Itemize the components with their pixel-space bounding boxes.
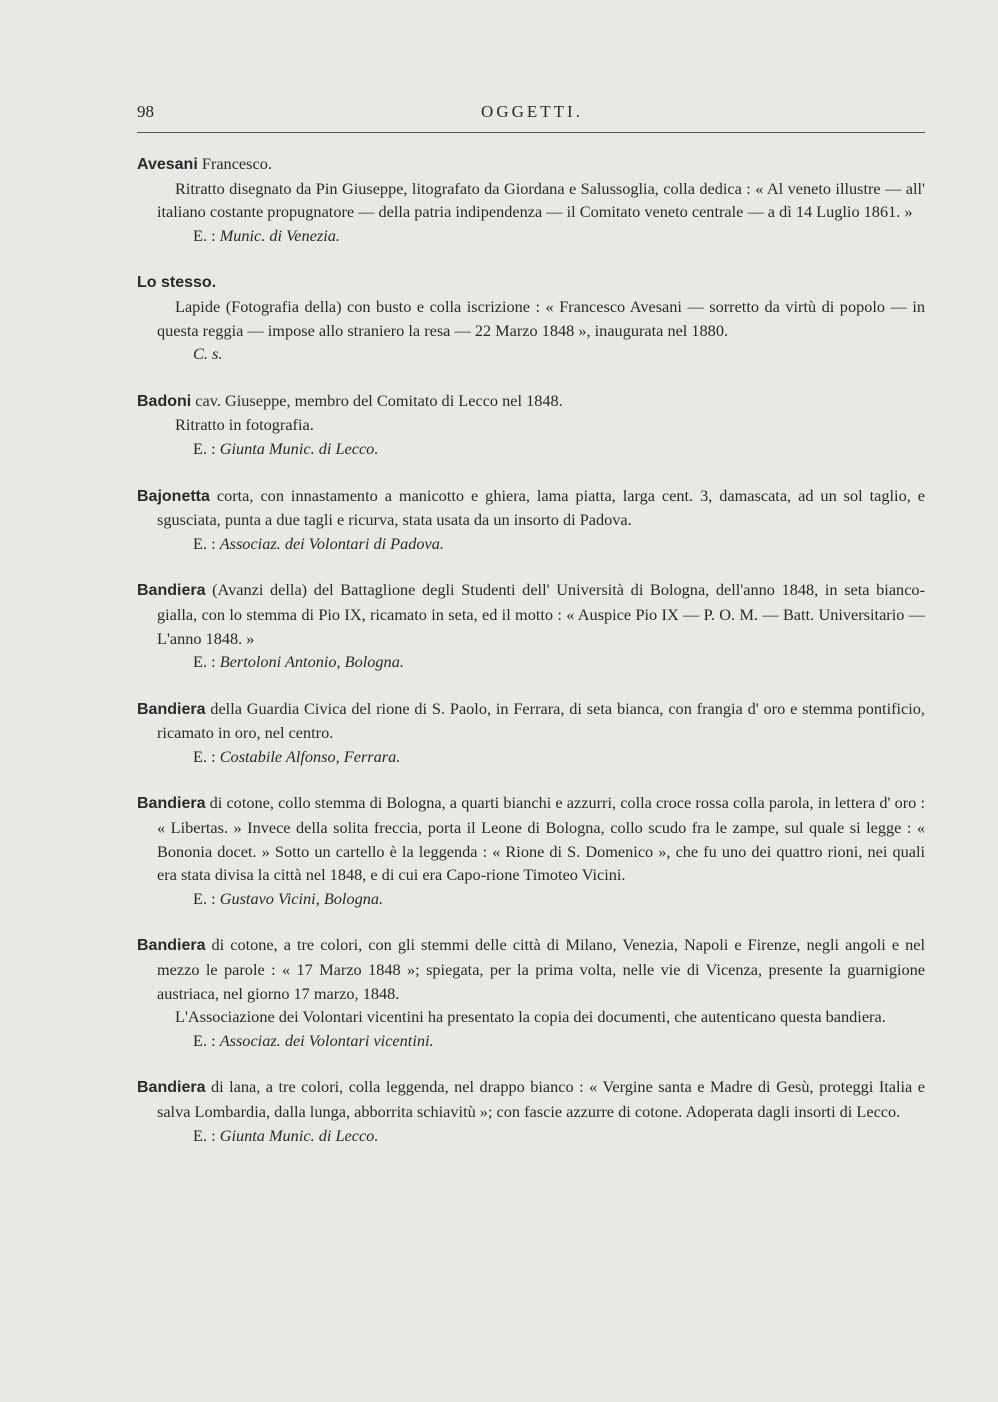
entry-source: E. : Associaz. dei Volontari di Padova. <box>193 533 444 553</box>
entry-text: di cotone, a tre colori, con gli stemmi delle città di Milano, Venezia, Napoli e Firenze, negli angoli e nel mezzo le parole : « 17 Marzo 1848 »; spiegata, per la prima volta, nelle vie di Vicenza, presente la guarnigione austriaca, nel giorno 17 marzo, 1848. <box>157 935 925 1003</box>
entry-source: E. : Bertoloni Antonio, Bologna. <box>193 652 404 672</box>
entry <box>137 389 925 461</box>
entry-text: (Avanzi della) del Battaglione degli Studenti dell' Università di Bologna, dell'anno 1848, in seta bianco-gialla, con lo stemma di Pio IX, ricamato in seta, ed il motto : « Auspice Pio IX — P. O. M. — Batt. Universitario — L'anno 1848. » <box>157 580 925 648</box>
entry-source: C. s. <box>193 344 223 364</box>
entry-text: di lana, a tre colori, colla leggenda, nel drappo bianco : « Vergine santa e Madre di Gesù, proteggi Italia e salva Lombardia, dalla lunga, abborrita schiavitù »; con fascie azzurre di cotone. Adoperata dagli insorti di Lecco. <box>157 1077 925 1121</box>
entry-head: Bajonetta <box>137 487 210 505</box>
entry-head: Bandiera <box>137 795 206 813</box>
entry <box>137 152 925 247</box>
entry-head: Avesani <box>137 156 198 173</box>
entry-text: Francesco. <box>197 154 272 173</box>
entries-list <box>137 152 925 1170</box>
entry-text: corta, con innastamento a manicotto e ghiera, lama piatta, larga cent. 3, damascata, ad un sol taglio, e sgusciata, punta a due tagli e ricurva, stata usata da un insorto di Padova. <box>157 485 925 530</box>
entry-source: E. : Giunta Munic. di Lecco. <box>193 1125 379 1145</box>
entry <box>137 697 925 769</box>
page-header <box>137 100 927 130</box>
entry-text: di cotone, collo stemma di Bologna, a quarti bianchi e azzurri, colla croce rossa colla parola, in lettera d' oro : « Libertas. » Invece della solita freccia, porta il Leone di Bologna, collo scudo fra le zampe, sul quale si legge : « Bononia docet. » Sotto un cartello è la leggenda : « Rione di S. Domenico », che fu uno dei quattro rioni, nei quali era stata divisa la città nel 1848, e di cui era Capo-rione Timoteo Vicini. <box>157 793 925 885</box>
entry <box>137 578 925 673</box>
entry <box>137 484 925 556</box>
entry-head: Bandiera <box>137 582 206 600</box>
entry <box>137 791 925 910</box>
entry <box>137 270 925 365</box>
entry-text: della Guardia Civica del rione di S. Paolo, in Ferrara, di seta bianca, con frangia d' oro e stemma pontificio, ricamato in oro, nel centro. <box>157 698 925 743</box>
header-rule <box>137 132 925 133</box>
entry-head: Lo stesso. <box>137 274 217 292</box>
entry-source: E. : Gustavo Vicini, Bologna. <box>193 888 384 908</box>
entry-head: Bandiera <box>137 1079 206 1097</box>
entry-text: cav. Giuseppe, membro del Comitato di Lecco nel 1848. <box>191 390 563 410</box>
entry-source: E. : Munic. di Venezia. <box>193 225 340 245</box>
entry-head: Badoni <box>137 392 192 410</box>
entry <box>137 1075 925 1147</box>
entry-head: Bandiera <box>137 937 206 955</box>
running-title: OGGETTI. <box>481 102 583 121</box>
entry-text: Ritratto disegnato da Pin Giuseppe, litografato da Giordana e Salussoglia, colla dedica : « Al veneto illustre — all' italiano costante propugnatore — della patria indipendenza — il Comitato veneto centrale — a dì 14 Luglio 1861. » <box>157 178 925 222</box>
entry-text: Lapide (Fotografia della) con busto e colla iscrizione : « Francesco Avesani — sorretto da virtù di popolo — in questa reggia — impose allo straniero la resa — 22 Marzo 1848 », inaugurata nel 1880. <box>157 296 925 340</box>
entry-text: L'Associazione dei Volontari vicentini ha presentato la copia dei documenti, che autenticano questa bandiera. <box>175 1007 886 1027</box>
page-number: 98 <box>137 102 154 121</box>
entry-source: E. : Costabile Alfonso, Ferrara. <box>193 746 401 766</box>
entry-source: E. : Associaz. dei Volontari vicentini. <box>193 1030 434 1050</box>
entry <box>137 933 925 1052</box>
entry-source: E. : Giunta Munic. di Lecco. <box>193 438 379 458</box>
entry-text: Ritratto in fotografia. <box>175 415 314 435</box>
entry-head: Bandiera <box>137 700 206 718</box>
